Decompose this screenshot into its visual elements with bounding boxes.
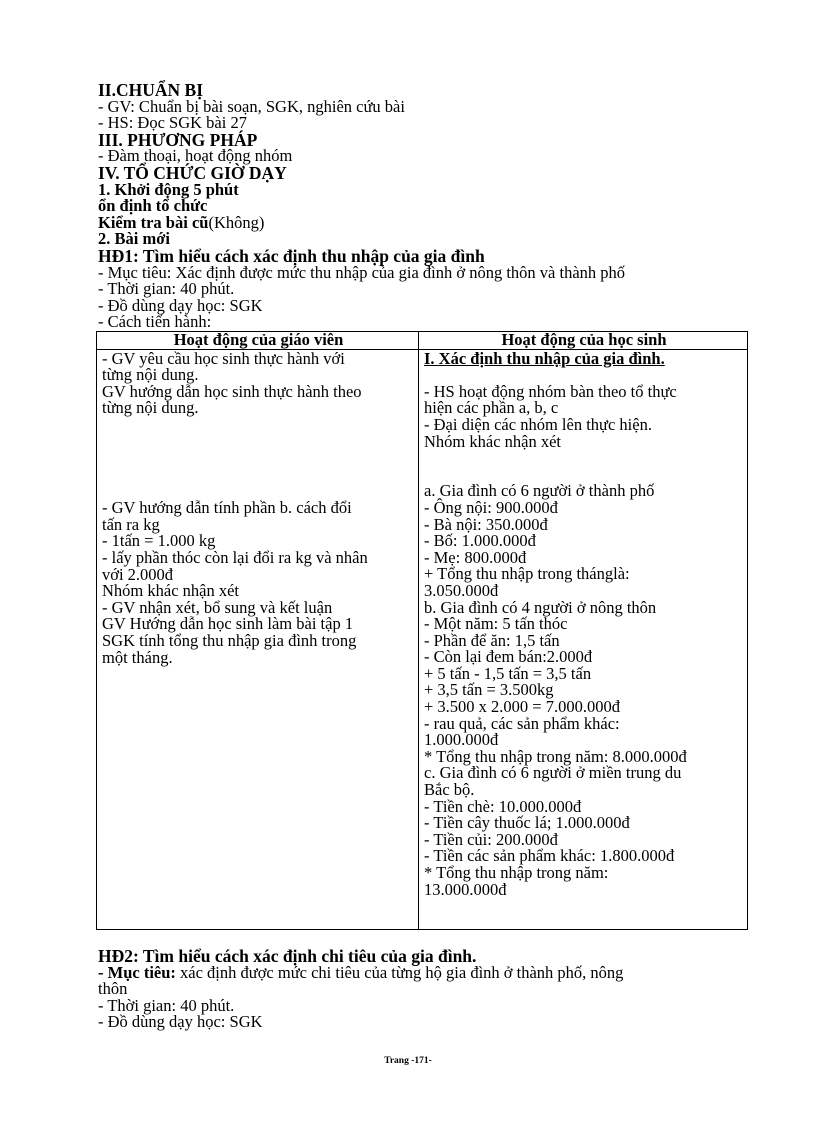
lesson-header (98, 82, 748, 331)
check-old-lesson-value: (Không) (208, 212, 265, 232)
hd2-goal-cont: thôn (98, 979, 128, 999)
student-line: Nhóm khác nhận xét (424, 431, 562, 451)
hd2-title: HĐ2: Tìm hiểu cách xác định chi tiêu của gia đình. (98, 946, 477, 966)
student-line: * Tổng thu nhập trong năm: 8.000.000đ (424, 746, 687, 766)
student-line: - Tiền chè: 10.000.000đ (424, 796, 582, 816)
method-line: - Đàm thoại, hoạt động nhóm (98, 146, 293, 166)
section-prep-title: II.CHUẨN BỊ (98, 80, 204, 100)
student-line: 1.000.000đ (424, 730, 499, 750)
student-line: - Ông nội: 900.000đ (424, 497, 558, 517)
hd1-goal: - Mục tiêu: Xác định được mức thu nhập của gia đình ở nông thôn và thành phố (98, 262, 626, 282)
hd2-goal (98, 962, 748, 982)
teacher-line: - GV nhận xét, bổ sung và kết luận (102, 597, 333, 617)
student-line: - Tiền các sản phẩm khác: 1.800.000đ (424, 846, 675, 866)
page-number: Trang -171- (384, 1056, 432, 1066)
student-line: + 5 tấn - 1,5 tấn = 3,5 tấn (424, 663, 592, 683)
student-cell (419, 349, 748, 929)
student-line: c. Gia đình có 6 người ở miền trung du (424, 763, 682, 783)
hd2-tools: - Đồ dùng dạy học: SGK (98, 1012, 263, 1032)
student-section-title: I. Xác định thu nhập của gia đình. (424, 348, 665, 368)
teacher-line: - GV yêu cầu học sinh thực hành với (102, 348, 345, 368)
hd1-method: - Cách tiến hành: (98, 312, 212, 332)
student-line: - Bố: 1.000.000đ (424, 531, 536, 551)
activity-table (96, 331, 748, 930)
student-line: - rau quả, các sản phẩm khác: (424, 713, 620, 733)
teacher-line: với 2.000đ (102, 564, 174, 584)
teacher-line: từng nội dung. (102, 365, 199, 385)
teacher-line: một tháng. (102, 647, 173, 667)
teacher-line: - lấy phần thóc còn lại đổi ra kg và nhân (102, 547, 368, 567)
student-line: - Phần để ăn: 1,5 tấn (424, 630, 560, 650)
student-line: - Còn lại đem bán:2.000đ (424, 647, 593, 667)
student-line: - Tiền cây thuốc lá; 1.000.000đ (424, 813, 630, 833)
student-column-header: Hoạt động của học sinh (419, 332, 748, 350)
section-method-title: III. PHƯƠNG PHÁP (98, 129, 258, 150)
student-line: - Một năm: 5 tấn thóc (424, 614, 568, 634)
prep-line-teacher: - GV: Chuẩn bị bài soạn, SGK, nghiên cứu bài (98, 96, 405, 116)
hd2-goal-text: xác định được mức chi tiêu của từng hộ gia đình ở thành phố, nông (175, 962, 624, 982)
student-line: 13.000.000đ (424, 879, 507, 899)
hd1-time: - Thời gian: 40 phút. (98, 279, 235, 299)
teacher-line: GV Hướng dẫn học sinh làm bài tập 1 (102, 614, 354, 634)
check-old-lesson (98, 212, 748, 232)
student-line: - Đại diện các nhóm lên thực hiện. (424, 414, 652, 434)
hd2-time: - Thời gian: 40 phút. (98, 995, 235, 1015)
hd1-tools: - Đồ dùng dạy học: SGK (98, 295, 263, 315)
student-line: + 3.500 x 2.000 = 7.000.000đ (424, 697, 620, 717)
student-line: b. Gia đình có 4 người ở nông thôn (424, 597, 657, 617)
student-line: a. Gia đình có 6 người ở thành phố (424, 481, 655, 501)
teacher-line: GV hướng dẫn học sinh thực hành theo (102, 381, 362, 401)
teacher-line: Nhóm khác nhận xét (102, 581, 240, 601)
teacher-cell (97, 349, 419, 929)
startup-line: 1. Khởi động 5 phút (98, 179, 239, 199)
table-header-row (97, 332, 748, 350)
student-line: 3.050.000đ (424, 580, 499, 600)
student-line: hiện các phần a, b, c (424, 398, 559, 418)
teacher-line: tấn ra kg (102, 514, 160, 534)
teacher-line: - 1tấn = 1.000 kg (102, 531, 216, 551)
check-old-lesson-label: Kiểm tra bài cũ (98, 212, 209, 232)
student-line: - Mẹ: 800.000đ (424, 547, 527, 567)
teacher-column-header: Hoạt động của giáo viên (97, 332, 419, 350)
hd1-title: HĐ1: Tìm hiểu cách xác định thu nhập của gia đình (98, 245, 485, 266)
student-line: + 3,5 tấn = 3.500kg (424, 680, 554, 700)
stabilize-line: ổn định tổ chức (98, 196, 208, 216)
hd2-section (98, 948, 748, 1031)
student-line: - HS hoạt động nhóm bàn theo tổ thực (424, 381, 677, 401)
teacher-line: từng nội dung. (102, 398, 199, 418)
teacher-line: - GV hướng dẫn tính phần b. cách đổi (102, 498, 352, 518)
table-body-row (97, 349, 748, 929)
section-org-title: IV. TỔ CHỨC GIỜ DẠY (98, 162, 287, 183)
student-line: + Tổng thu nhập trong thánglà: (424, 564, 630, 584)
new-lesson-line: 2. Bài mới (98, 229, 170, 249)
student-line: Bắc bộ. (424, 780, 475, 800)
teacher-line: SGK tính tổng thu nhập gia đình trong (102, 630, 357, 650)
student-line: - Tiền củi: 200.000đ (424, 829, 558, 849)
student-line: * Tổng thu nhập trong năm: (424, 863, 609, 882)
hd2-goal-label: - Mục tiêu: (98, 962, 176, 982)
student-line: - Bà nội: 350.000đ (424, 514, 548, 534)
prep-line-student: - HS: Đọc SGK bài 27 (98, 113, 247, 133)
